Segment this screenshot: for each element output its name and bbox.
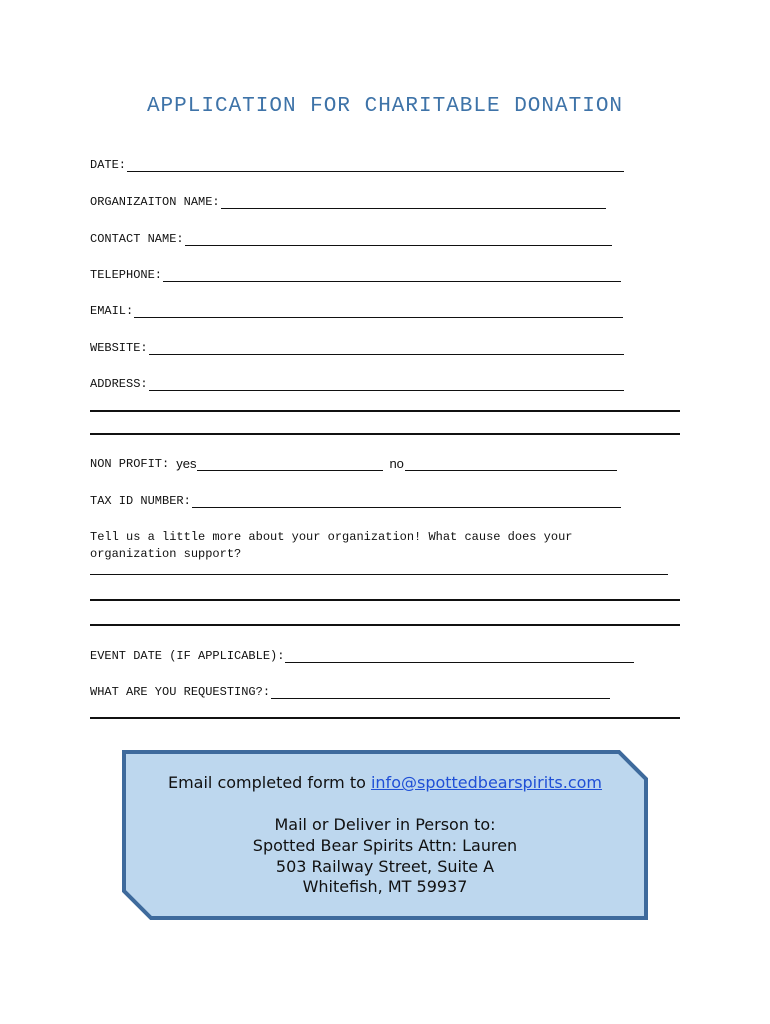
street-address: 503 Railway Street, Suite A: [275, 857, 495, 876]
contact-name-field: [90, 232, 612, 246]
organization-prompt: [90, 529, 670, 563]
non-profit-no-label: no: [389, 456, 404, 471]
website-field: [90, 341, 624, 355]
form-title: APPLICATION FOR CHARITABLE DONATION: [146, 95, 624, 118]
website-label: WEBSITE:: [90, 341, 148, 355]
telephone-input[interactable]: [163, 270, 621, 282]
event-date-input[interactable]: [285, 651, 634, 663]
recipient-name: Spotted Bear Spirits Attn: Lauren: [252, 836, 518, 855]
address-line-2[interactable]: [90, 410, 680, 412]
non-profit-yes-input[interactable]: [197, 459, 383, 471]
contact-name-label: CONTACT NAME:: [90, 232, 184, 246]
address-line-3[interactable]: [90, 433, 680, 435]
contact-name-input[interactable]: [185, 234, 612, 246]
non-profit-label: NON PROFIT:: [90, 457, 170, 471]
non-profit-field: [90, 457, 617, 471]
organization-name-field: [90, 195, 606, 209]
organization-answer-line-1[interactable]: [90, 574, 668, 575]
email-input[interactable]: [134, 306, 623, 318]
event-date-field: [90, 649, 634, 663]
address-field: [90, 377, 624, 391]
tax-id-field: [90, 494, 621, 508]
address-label: ADDRESS:: [90, 377, 148, 391]
date-label: DATE:: [90, 158, 127, 172]
email-instruction: [121, 773, 649, 792]
telephone-field: [90, 268, 621, 282]
prompt-line-1: Tell us a little more about your organization! What cause does your: [90, 530, 573, 544]
requesting-field: [90, 685, 610, 699]
requesting-input[interactable]: [271, 687, 610, 699]
email-field: [90, 304, 623, 318]
contact-info-box: [121, 749, 649, 921]
email-label: EMAIL:: [90, 304, 134, 318]
date-field: [90, 158, 624, 172]
city-state-zip: Whitefish, MT 59937: [302, 877, 468, 896]
date-input[interactable]: [127, 160, 624, 172]
tax-id-label: TAX ID NUMBER:: [90, 494, 191, 508]
telephone-label: TELEPHONE:: [90, 268, 163, 282]
organization-name-label: ORGANIZAITON NAME:: [90, 195, 220, 209]
website-input[interactable]: [149, 343, 624, 355]
email-link[interactable]: info@spottedbearspirits.com: [370, 773, 603, 792]
prompt-line-2: organization support?: [90, 547, 242, 561]
address-input[interactable]: [149, 379, 624, 391]
organization-answer-line-3[interactable]: [90, 624, 680, 626]
non-profit-yes-label: yes: [176, 456, 197, 471]
requesting-line-2[interactable]: [90, 717, 680, 719]
mail-instruction: Mail or Deliver in Person to:: [274, 815, 496, 834]
organization-answer-line-2[interactable]: [90, 599, 680, 601]
email-instruction-text: Email completed form to: [167, 773, 371, 792]
tax-id-input[interactable]: [192, 496, 621, 508]
organization-name-input[interactable]: [221, 197, 606, 209]
non-profit-no-input[interactable]: [405, 459, 617, 471]
requesting-label: WHAT ARE YOU REQUESTING?:: [90, 685, 271, 699]
event-date-label: EVENT DATE (IF APPLICABLE):: [90, 649, 285, 663]
